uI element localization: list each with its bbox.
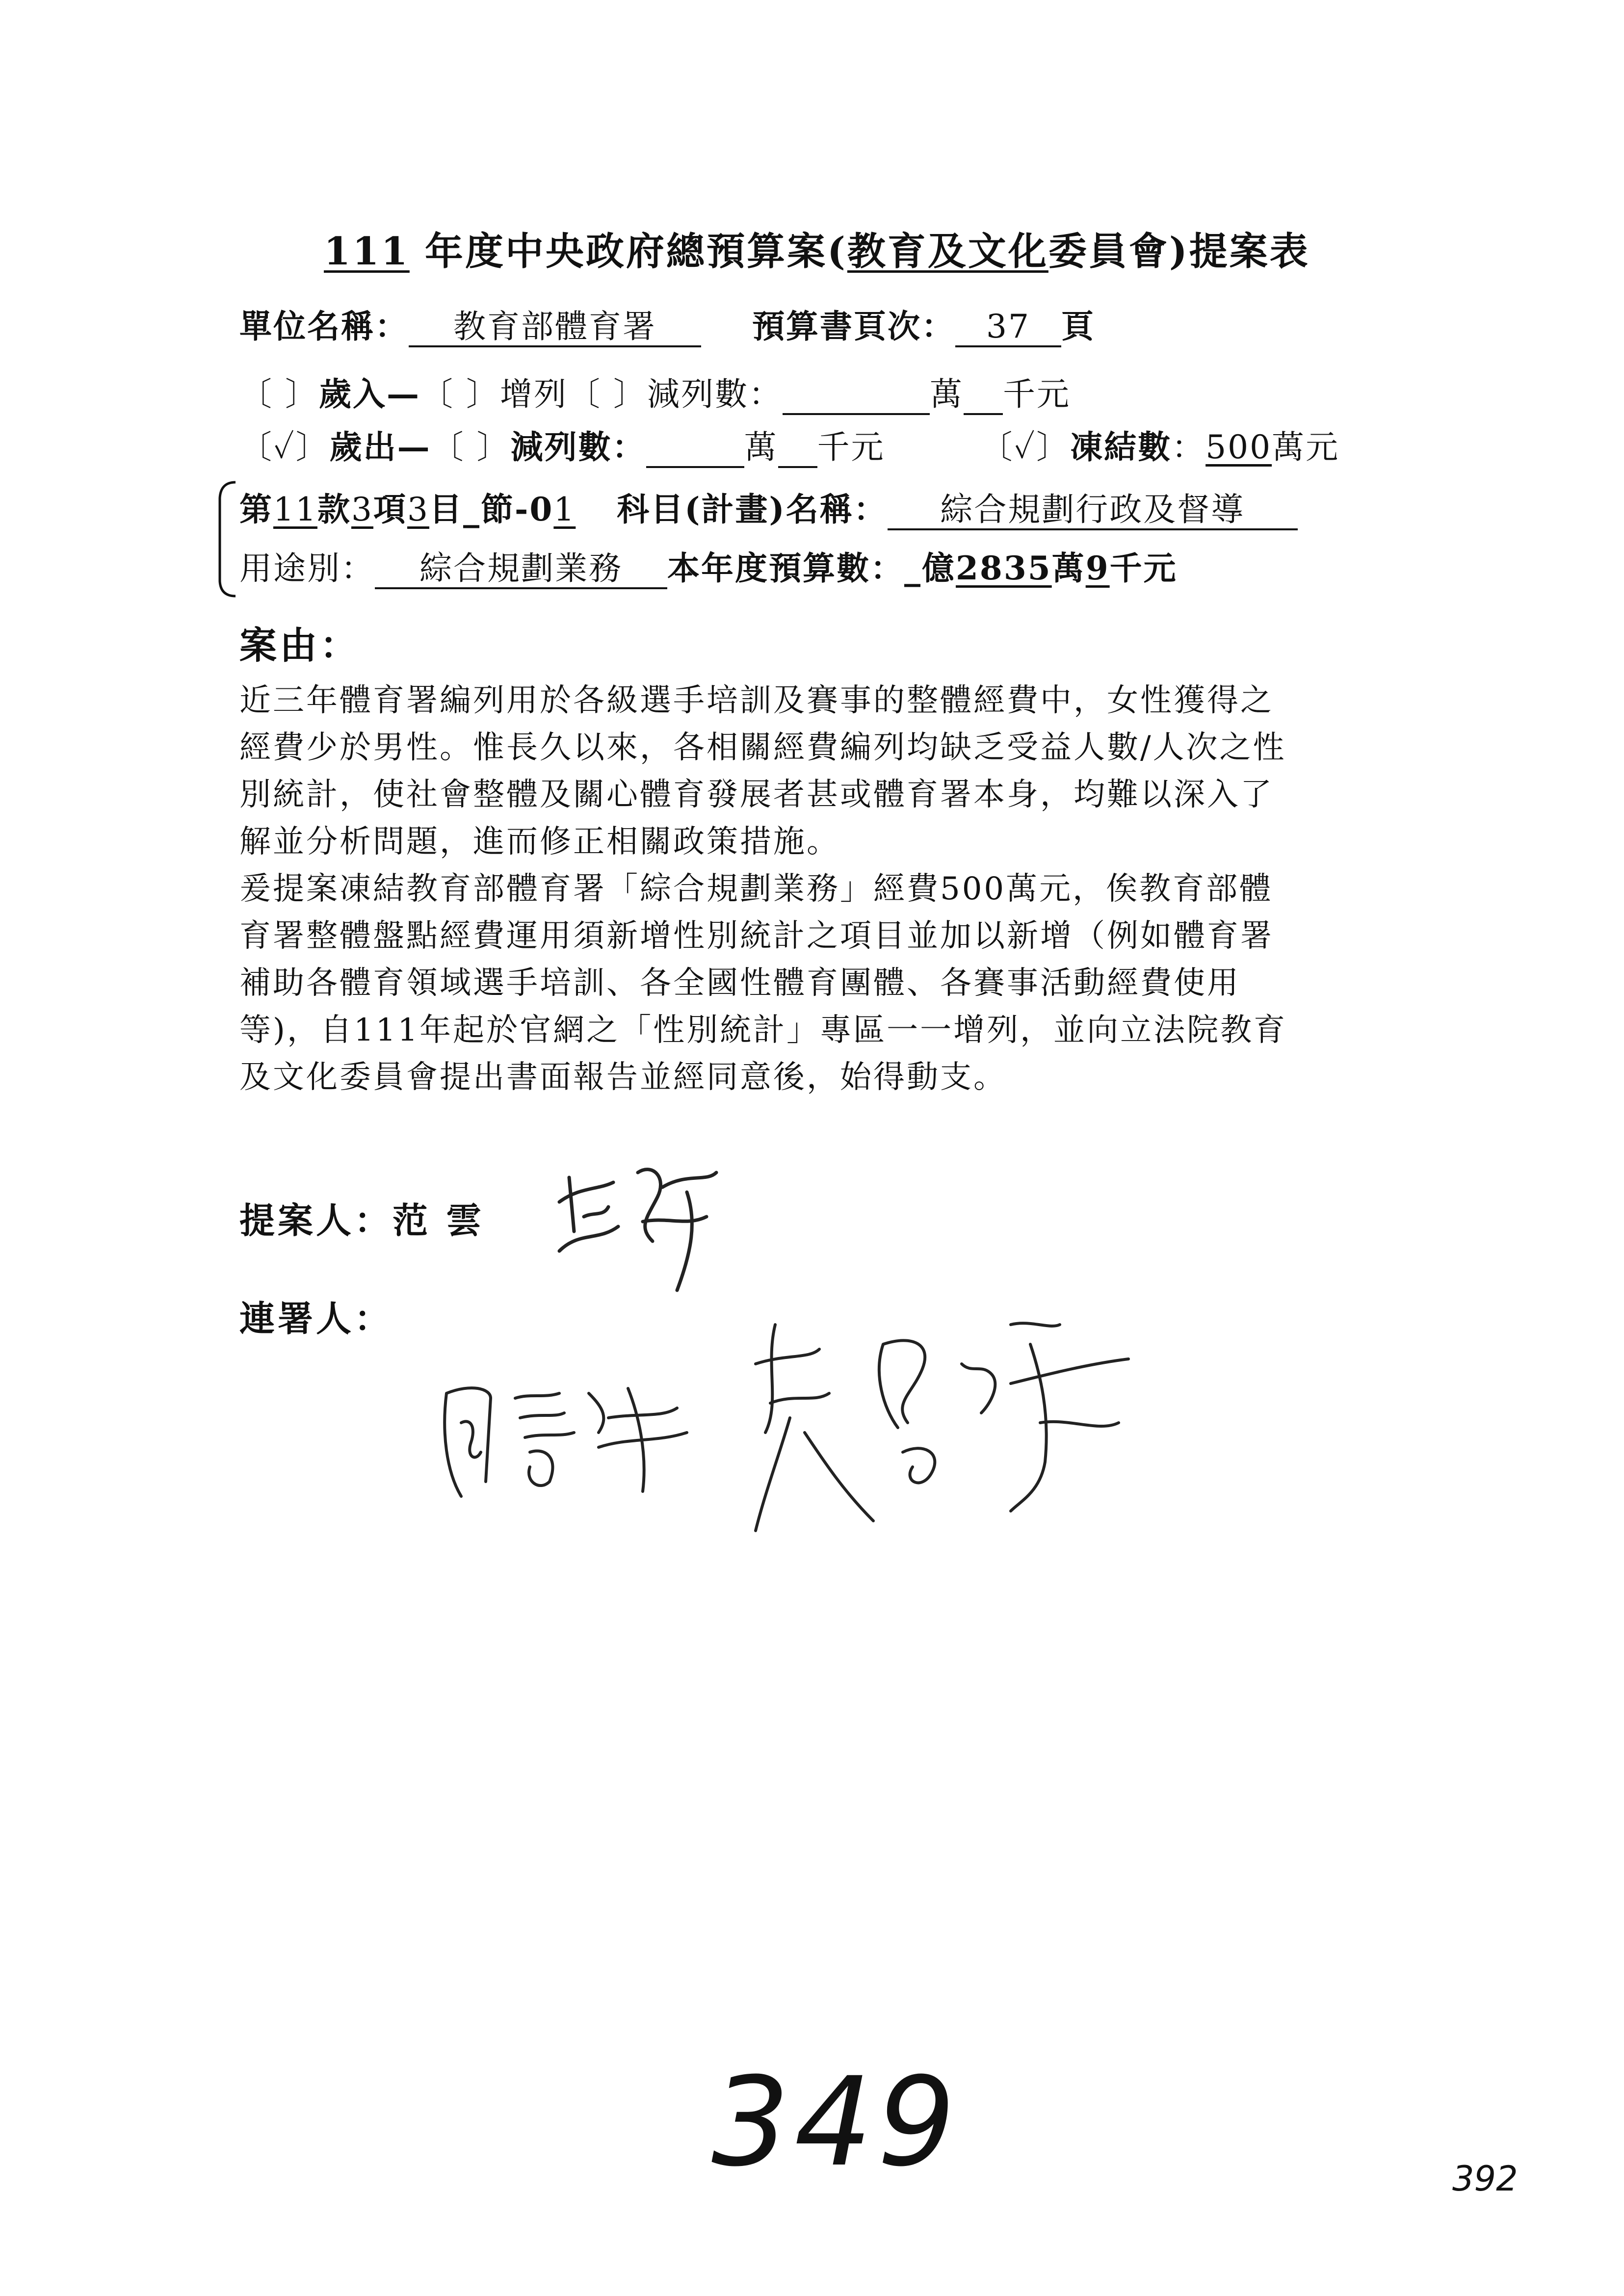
revenue-qianyuan: 千元: [1002, 375, 1071, 413]
expenditure-label: 歲出—: [329, 428, 431, 466]
page-label: 預算書頁次：: [752, 307, 955, 345]
freeze-value: 500: [1205, 428, 1272, 466]
expenditure-decrease-checkbox: 〔 〕: [431, 428, 511, 466]
freeze-colon: ：: [1172, 428, 1206, 466]
proposer-signature: [540, 1143, 726, 1305]
subject-value: 綜合規劃行政及督導: [888, 491, 1298, 530]
expenditure-row: [239, 421, 1339, 468]
title-pre: 年度中央政府總預算案(: [409, 229, 847, 274]
cosigner-signature-2: [736, 1305, 1158, 1560]
freeze-unit: 萬元: [1272, 428, 1340, 466]
reason-line: 經費少於男性。惟長久以來，各相關經費編列均缺乏受益人數/人次之性: [239, 730, 1286, 766]
revenue-qian-blank: [964, 376, 1003, 415]
expenditure-decrease-label: 減列數：: [510, 428, 646, 466]
unit-label: 單位名稱：: [239, 307, 409, 345]
proposer-row: [239, 1192, 484, 1243]
item-jie-prefix: _節-0: [463, 490, 554, 528]
revenue-increase-checkbox: 〔 〕: [420, 375, 500, 413]
revenue-wan-blank: [783, 376, 930, 415]
reason-line: 等)，自111年起於官網之「性別統計」專區一一增列，並向立法院教育: [239, 1012, 1287, 1048]
item-di: 第: [239, 490, 273, 528]
reason-heading: 案由：: [239, 624, 360, 667]
expenditure-wan: 萬: [744, 428, 778, 466]
reason-line: 爰提案凍結教育部體育署「綜合規劃業務」經費500萬元，俟教育部體: [239, 871, 1273, 907]
expenditure-wan-blank: [646, 429, 744, 468]
page-value: 37: [955, 308, 1061, 347]
cosigner-label: 連署人：: [239, 1298, 393, 1339]
budget-qian: 千元: [1109, 549, 1178, 587]
item-mu: 目: [429, 490, 463, 528]
reason-line: 解並分析問題，進而修正相關政策措施。: [239, 824, 840, 860]
revenue-label: 歲入—: [318, 375, 420, 413]
proposer-label: 提案人：: [239, 1200, 393, 1241]
reason-line: 近三年體育署編列用於各級選手培訓及賽事的整體經費中，女性獲得之: [239, 682, 1274, 719]
revenue-row: [239, 368, 1071, 415]
item-mu-no: 3: [407, 491, 429, 528]
unit-row: [239, 300, 1095, 347]
item-row: [239, 483, 1298, 530]
handwritten-page-number: 349: [711, 2051, 961, 2193]
budget-qian-value: 9: [1085, 549, 1110, 587]
reason-line: 及文化委員會提出書面報告並經同意後，始得動支。: [239, 1059, 1007, 1096]
title-post: 委員會)提案表: [1048, 229, 1310, 274]
usage-value: 綜合規劃業務: [375, 550, 667, 589]
title-committee: 教育及文化: [847, 229, 1048, 274]
reason-line: 育署整體盤點經費運用須新增性別統計之項目並加以新增（例如體育署: [239, 918, 1274, 954]
freeze-label: 凍結數: [1070, 428, 1172, 466]
expenditure-checkbox: 〔✓〕: [239, 428, 330, 466]
budget-wan: 萬: [1051, 549, 1086, 587]
reason-body: [239, 677, 1287, 1101]
usage-row: [239, 542, 1178, 589]
item-jie-no: 1: [553, 491, 576, 528]
item-bracket: [211, 478, 240, 601]
cosigner-signature-1: [432, 1364, 707, 1511]
reason-line: 補助各體育領域選手培訓、各全國性體育團體、各賽事活動經費使用: [239, 965, 1240, 1001]
item-kuan: 款: [317, 490, 351, 528]
revenue-checkbox: 〔 〕: [239, 375, 319, 413]
revenue-decrease-checkbox: 〔 〕: [567, 375, 647, 413]
item-kuan-no: 11: [273, 491, 317, 528]
title-year: 111: [324, 229, 410, 274]
budget-label: 本年度預算數：: [667, 549, 904, 587]
corner-page-number: 392: [1452, 2159, 1518, 2199]
unit-value: 教育部體育署: [409, 308, 701, 347]
expenditure-qian-blank: [778, 429, 817, 468]
freeze-checkbox: 〔✓〕: [980, 428, 1071, 466]
proposer-name: 范 雲: [393, 1200, 485, 1241]
subject-label: 科目(計畫)名稱：: [617, 490, 888, 528]
reason-line: 別統計，使社會整體及關心體育發展者甚或體育署本身，均難以深入了: [239, 777, 1274, 813]
item-xiang-no: 3: [351, 491, 373, 528]
revenue-wan: 萬: [929, 375, 964, 413]
revenue-increase-label: 增列: [499, 375, 568, 413]
revenue-decrease-label: 減列數：: [647, 375, 783, 413]
document-title: [324, 221, 1310, 276]
budget-wan-value: 2835: [956, 549, 1052, 587]
item-xiang: 項: [373, 490, 407, 528]
budget-prefix: _億: [904, 549, 956, 587]
expenditure-qianyuan: 千元: [817, 428, 885, 466]
page-suffix: 頁: [1061, 307, 1095, 345]
usage-label: 用途別：: [239, 549, 375, 587]
